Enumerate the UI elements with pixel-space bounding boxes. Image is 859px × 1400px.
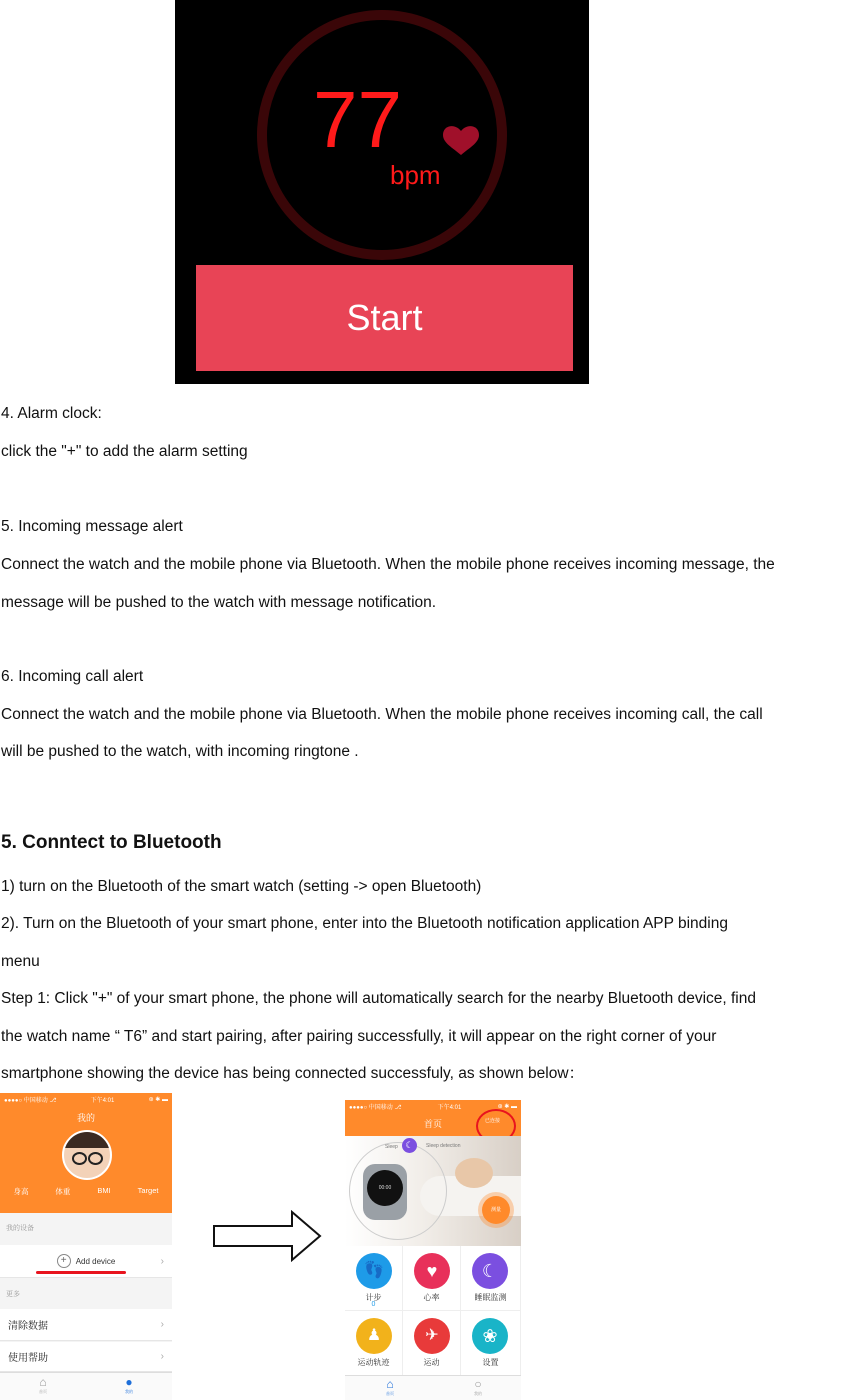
tab-home[interactable] bbox=[375, 1378, 405, 1397]
clear-data-label[interactable]: 清除数据 bbox=[8, 1321, 48, 1332]
stat-bmi[interactable]: BMI bbox=[97, 1186, 111, 1195]
bt-line-2: 2). Turn on the Bluetooth of your smart phone, enter into the Bluetooth notification application APP binding bbox=[1, 915, 728, 932]
tab-me-label: 我的 bbox=[125, 1389, 133, 1394]
bt-line-5: the watch name “ T6” and start pairing, after pairing successfully, it will appear on the right corner of your bbox=[1, 1028, 717, 1045]
person-icon: ○ bbox=[474, 1377, 482, 1391]
start-button[interactable]: Start bbox=[196, 265, 573, 371]
time-text: 下午4:01 bbox=[437, 1104, 462, 1111]
home-icon: ⌂ bbox=[386, 1377, 394, 1391]
grid-steps[interactable] bbox=[345, 1246, 403, 1311]
chevron-right-icon: › bbox=[160, 1351, 164, 1362]
more-label: 更多 bbox=[6, 1291, 20, 1298]
bt-line-3: menu bbox=[1, 953, 40, 970]
footprint-icon: 👣 bbox=[356, 1253, 392, 1289]
clear-data-row[interactable] bbox=[0, 1309, 172, 1341]
carrier-text: ●●●●○ 中国移动 ⎇ bbox=[349, 1104, 402, 1111]
bt-line-1: 1) turn on the Bluetooth of the smart watch (setting -> open Bluetooth) bbox=[1, 878, 482, 895]
tab-home[interactable] bbox=[28, 1376, 58, 1395]
grid-steps-label: 计步 bbox=[365, 1293, 382, 1302]
battery-icon: ⊛ ✱ ▬ bbox=[497, 1103, 517, 1110]
sleep-label: Sleep bbox=[385, 1144, 398, 1150]
help-label[interactable]: 使用帮助 bbox=[8, 1353, 48, 1364]
grid-track[interactable] bbox=[345, 1311, 403, 1376]
tab-bar bbox=[0, 1372, 172, 1400]
chevron-right-icon: › bbox=[160, 1255, 164, 1267]
grid-sport[interactable] bbox=[403, 1311, 461, 1376]
heart-icon bbox=[443, 126, 479, 155]
bpm-unit: bpm bbox=[390, 160, 441, 190]
measure-button[interactable]: 测量 bbox=[482, 1196, 510, 1224]
track-icon: ♟ bbox=[356, 1318, 392, 1354]
time-text: 下午4:01 bbox=[90, 1097, 115, 1104]
grid-heart-rate[interactable] bbox=[403, 1246, 461, 1311]
stat-target[interactable]: Target bbox=[137, 1186, 159, 1195]
tab-bar bbox=[345, 1375, 521, 1400]
red-underline-annotation bbox=[36, 1271, 126, 1274]
moon-icon: ☾ bbox=[472, 1253, 508, 1289]
my-devices-label: 我的设备 bbox=[6, 1225, 34, 1232]
bt-line-4: Step 1: Click "+" of your smart phone, the phone will automatically search for the nearby Bluetooth device, find bbox=[1, 990, 756, 1007]
tab-home-label: 首页 bbox=[39, 1389, 47, 1394]
runner-icon: ✈ bbox=[414, 1318, 450, 1354]
grid-heart-rate-label: 心率 bbox=[423, 1293, 440, 1302]
grid-sleep-label: 睡眠监测 bbox=[474, 1293, 507, 1302]
sleep-detection-label: Sleep detection bbox=[426, 1143, 461, 1149]
msg-desc-2: message will be pushed to the watch with message notification. bbox=[1, 594, 437, 611]
page-title: 我的 bbox=[76, 1113, 95, 1123]
person-icon: ● bbox=[125, 1375, 133, 1389]
msg-title: 5. Incoming message alert bbox=[1, 518, 183, 535]
gear-icon: ❀ bbox=[472, 1318, 508, 1354]
grid-sleep[interactable] bbox=[461, 1246, 521, 1311]
bpm-value: 77 bbox=[313, 75, 402, 164]
heart-icon: ♥ bbox=[414, 1253, 450, 1289]
alarm-title: 4. Alarm clock: bbox=[1, 405, 102, 422]
grid-settings[interactable] bbox=[461, 1311, 521, 1376]
grid-sport-label: 运动 bbox=[423, 1358, 440, 1367]
call-desc-2: will be pushed to the watch, with incoming ringtone . bbox=[1, 743, 359, 760]
home-icon: ⌂ bbox=[39, 1375, 47, 1389]
battery-icon: ⊛ ✱ ▬ bbox=[148, 1096, 168, 1103]
carrier-text: ●●●●○ 中国移动 ⎇ bbox=[4, 1097, 57, 1104]
add-device-label[interactable]: Add device bbox=[75, 1256, 116, 1266]
connected-status[interactable]: 已连接 bbox=[485, 1118, 501, 1124]
avatar[interactable] bbox=[62, 1130, 112, 1180]
sleeper-face bbox=[455, 1158, 493, 1188]
sleep-banner[interactable] bbox=[345, 1136, 521, 1246]
tab-me-label: 我的 bbox=[474, 1391, 482, 1396]
plus-icon[interactable]: + bbox=[57, 1254, 71, 1268]
phone-my-page bbox=[0, 1093, 172, 1400]
tab-me[interactable] bbox=[463, 1378, 493, 1397]
stats-row bbox=[0, 1186, 172, 1197]
phone-home-page bbox=[345, 1100, 521, 1400]
watch-face: 00:00 bbox=[367, 1170, 403, 1206]
bt-line-6: smartphone showing the device has being connected successfuly, as shown below： bbox=[1, 1065, 585, 1082]
call-title: 6. Incoming call alert bbox=[1, 668, 144, 685]
bluetooth-heading: 5. Conntect to Bluetooth bbox=[1, 832, 222, 853]
moon-icon: ☾ bbox=[402, 1138, 417, 1153]
watch-heart-rate-image bbox=[175, 0, 589, 384]
grid-steps-count: 0 bbox=[371, 1301, 376, 1308]
msg-desc-1: Connect the watch and the mobile phone via Bluetooth. When the mobile phone receives incoming message, the bbox=[1, 556, 775, 573]
right-arrow-icon bbox=[212, 1210, 324, 1262]
help-row[interactable] bbox=[0, 1342, 172, 1372]
page-title: 首页 bbox=[423, 1119, 442, 1129]
stat-height[interactable]: 身高 bbox=[13, 1187, 29, 1196]
tab-home-label: 首页 bbox=[386, 1391, 394, 1396]
call-desc-1: Connect the watch and the mobile phone via Bluetooth. When the mobile phone receives incoming call, the call bbox=[1, 706, 763, 723]
grid-track-label: 运动轨迹 bbox=[357, 1358, 390, 1367]
chevron-right-icon: › bbox=[160, 1319, 164, 1330]
grid-settings-label: 设置 bbox=[482, 1358, 499, 1367]
tab-me[interactable] bbox=[114, 1376, 144, 1395]
stat-weight[interactable]: 体重 bbox=[55, 1187, 71, 1196]
status-bar bbox=[0, 1093, 172, 1105]
alarm-desc: click the "+" to add the alarm setting bbox=[1, 443, 248, 460]
